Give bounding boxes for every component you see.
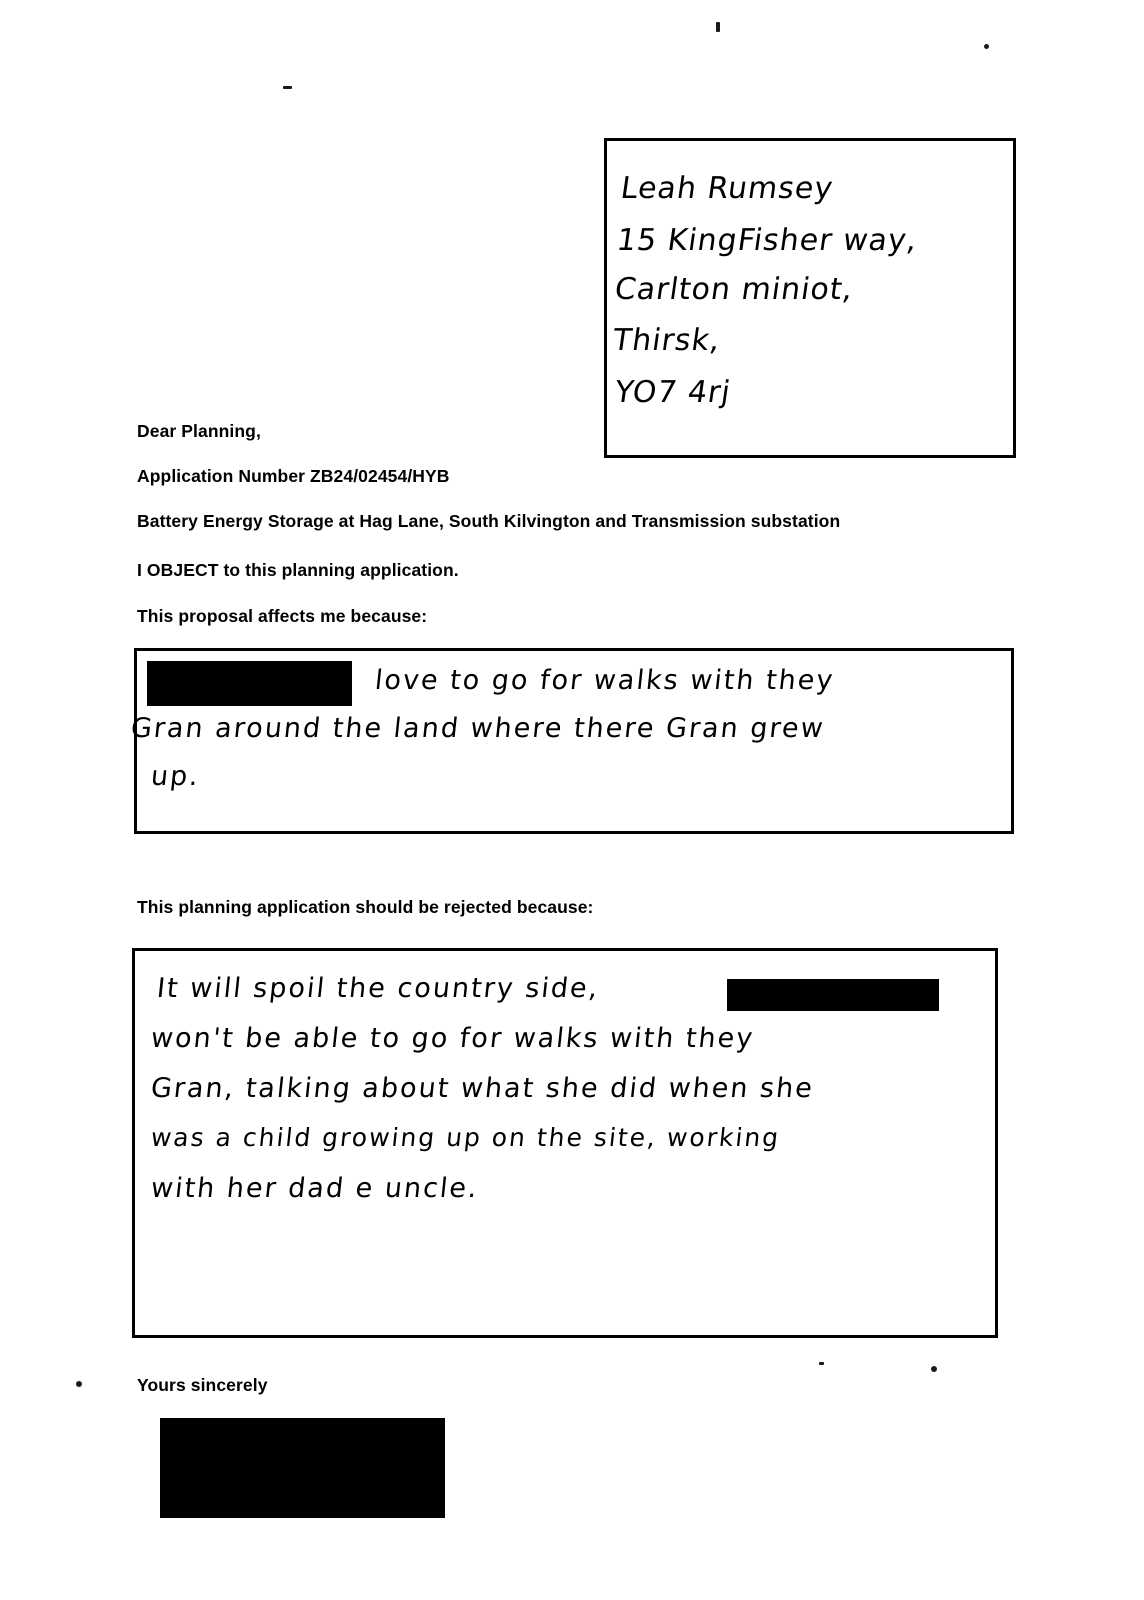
address-line-5: YO7 4rj — [612, 375, 734, 410]
answer-rejected-line-4: was a child growing up on the site, working — [149, 1123, 782, 1152]
address-box — [604, 138, 1016, 458]
scan-speckle — [984, 44, 989, 49]
answer-rejected-line-5: with her dad e uncle. — [149, 1173, 481, 1204]
scan-speckle — [283, 86, 292, 89]
closing-line: Yours sincerely — [137, 1375, 268, 1395]
answer-rejected-line-1: It will spoil the country side, — [155, 973, 601, 1004]
salutation: Dear Planning, — [137, 421, 261, 441]
prompt-rejected-because: This planning application should be rejected because: — [137, 897, 594, 917]
name-redaction — [727, 979, 939, 1011]
name-redaction — [147, 661, 352, 706]
answer-affects-line-3: up. — [149, 761, 202, 792]
scan-speckle — [931, 1366, 937, 1372]
proposal-description: Battery Energy Storage at Hag Lane, South Kilvington and Transmission substation — [137, 511, 841, 531]
objection-statement: I OBJECT to this planning application. — [137, 560, 459, 580]
answer-box-rejected-because — [132, 948, 998, 1338]
answer-affects-line-1: love to go for walks with they — [373, 665, 837, 696]
address-line-4: Thirsk, — [610, 323, 724, 358]
answer-rejected-line-2: won't be able to go for walks with they — [149, 1023, 756, 1054]
answer-box-affects-me — [129, 648, 1014, 834]
address-line-1: Leah Rumsey — [618, 171, 836, 206]
prompt-affects-me: This proposal affects me because: — [137, 606, 428, 626]
signature-redaction — [160, 1418, 445, 1518]
answer-rejected-line-3: Gran, talking about what she did when she — [149, 1073, 816, 1104]
answer-affects-line-2: Gran around the land where there Gran grew — [129, 713, 827, 744]
scan-speckle — [76, 1381, 82, 1387]
address-line-3: Carlton miniot, — [612, 272, 856, 307]
scan-speckle — [819, 1362, 824, 1365]
application-number: Application Number ZB24/02454/HYB — [137, 466, 450, 486]
address-line-2: 15 KingFisher way, — [614, 223, 920, 258]
scan-speckle — [716, 22, 720, 32]
